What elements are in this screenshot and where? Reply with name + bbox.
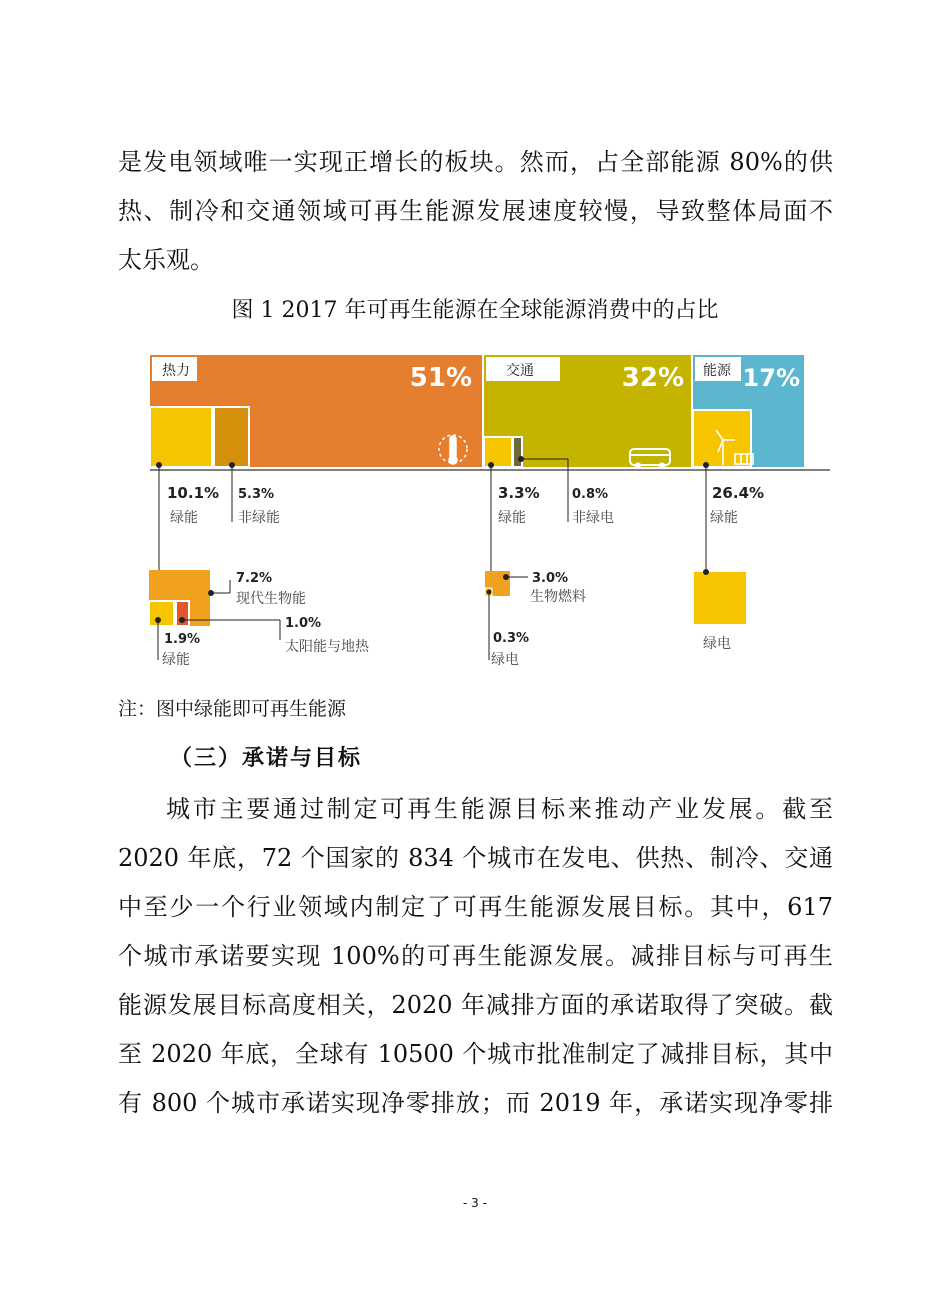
heat-green-pct: 10.1% xyxy=(167,484,220,502)
transport-greenpower-pct: 0.3% xyxy=(493,631,530,646)
text-line: 至 2020 年底，全球有 10500 个城市批准制定了减排目标，其中 xyxy=(118,1040,833,1068)
page-number: - 3 - xyxy=(463,1196,487,1210)
heat-detail-green-square xyxy=(149,601,174,626)
transport-green-square xyxy=(484,437,512,467)
power-green-pct: 26.4% xyxy=(712,484,765,502)
heat-nongreen-pct: 5.3% xyxy=(238,487,275,502)
heat-detail-green-label: 绿能 xyxy=(162,652,190,668)
text-line: 城市主要通过制定可再生能源目标来推动产业发展。截至 xyxy=(166,795,833,823)
sector-share-transport: 32% xyxy=(621,363,684,393)
section-heading: （三）承诺与目标 xyxy=(170,746,363,771)
power-greenpower-square xyxy=(694,572,746,624)
heat-nongreen-label: 非绿能 xyxy=(238,510,280,526)
sector-label-transport: 交通 xyxy=(506,363,534,379)
power-greenpower-label: 绿电 xyxy=(703,636,731,652)
sector-label-power: 能源 xyxy=(703,363,731,379)
transport-nongreen-label: 非绿电 xyxy=(572,510,614,526)
transport-greenpower-label: 绿电 xyxy=(491,652,519,668)
text-line: 能源发展目标高度相关，2020 年减排方面的承诺取得了突破。截 xyxy=(118,991,833,1019)
heat-solar-label: 太阳能与地热 xyxy=(285,639,369,655)
transport-biofuel-pct: 3.0% xyxy=(532,571,569,586)
transport-nongreen-square xyxy=(513,437,522,467)
transport-nongreen-pct: 0.8% xyxy=(572,487,609,502)
text-line: 太乐观。 xyxy=(118,246,214,274)
text-line: 热、制冷和交通领域可再生能源发展速度较慢，导致整体局面不 xyxy=(118,197,833,225)
heat-detail-green-pct: 1.9% xyxy=(164,632,201,647)
heat-bio-pct: 7.2% xyxy=(236,571,273,586)
sector-share-power: 17% xyxy=(742,364,800,392)
figure-note: 注：图中绿能即可再生能源 xyxy=(118,698,347,720)
transport-green-pct: 3.3% xyxy=(498,484,540,502)
sector-label-heat: 热力 xyxy=(162,363,190,379)
heat-green-square xyxy=(150,407,212,467)
power-green-label: 绿能 xyxy=(710,510,738,526)
text-line: 是发电领域唯一实现正增长的板块。然而，占全部能源 80%的供 xyxy=(118,148,833,176)
heat-bio-label: 现代生物能 xyxy=(236,591,306,607)
transport-biofuel-label: 生物燃料 xyxy=(530,589,586,605)
figure-caption: 图 1 2017 年可再生能源在全球能源消费中的占比 xyxy=(231,298,719,323)
sector-share-heat: 51% xyxy=(409,363,472,393)
text-line: 2020 年底，72 个国家的 834 个城市在发电、供热、制冷、交通 xyxy=(118,844,833,872)
text-line: 有 800 个城市承诺实现净零排放；而 2019 年，承诺实现净零排 xyxy=(118,1089,833,1117)
text-line: 个城市承诺要实现 100%的可再生能源发展。减排目标与可再生 xyxy=(118,942,833,970)
paragraph-commitments xyxy=(118,785,833,1128)
heat-solar-pct: 1.0% xyxy=(285,616,322,631)
heat-green-label: 绿能 xyxy=(170,510,198,526)
heat-nongreen-square xyxy=(214,407,249,467)
text-line: 中至少一个行业领域内制定了可再生能源发展目标。其中，617 xyxy=(118,893,833,921)
transport-green-label: 绿能 xyxy=(498,510,526,526)
